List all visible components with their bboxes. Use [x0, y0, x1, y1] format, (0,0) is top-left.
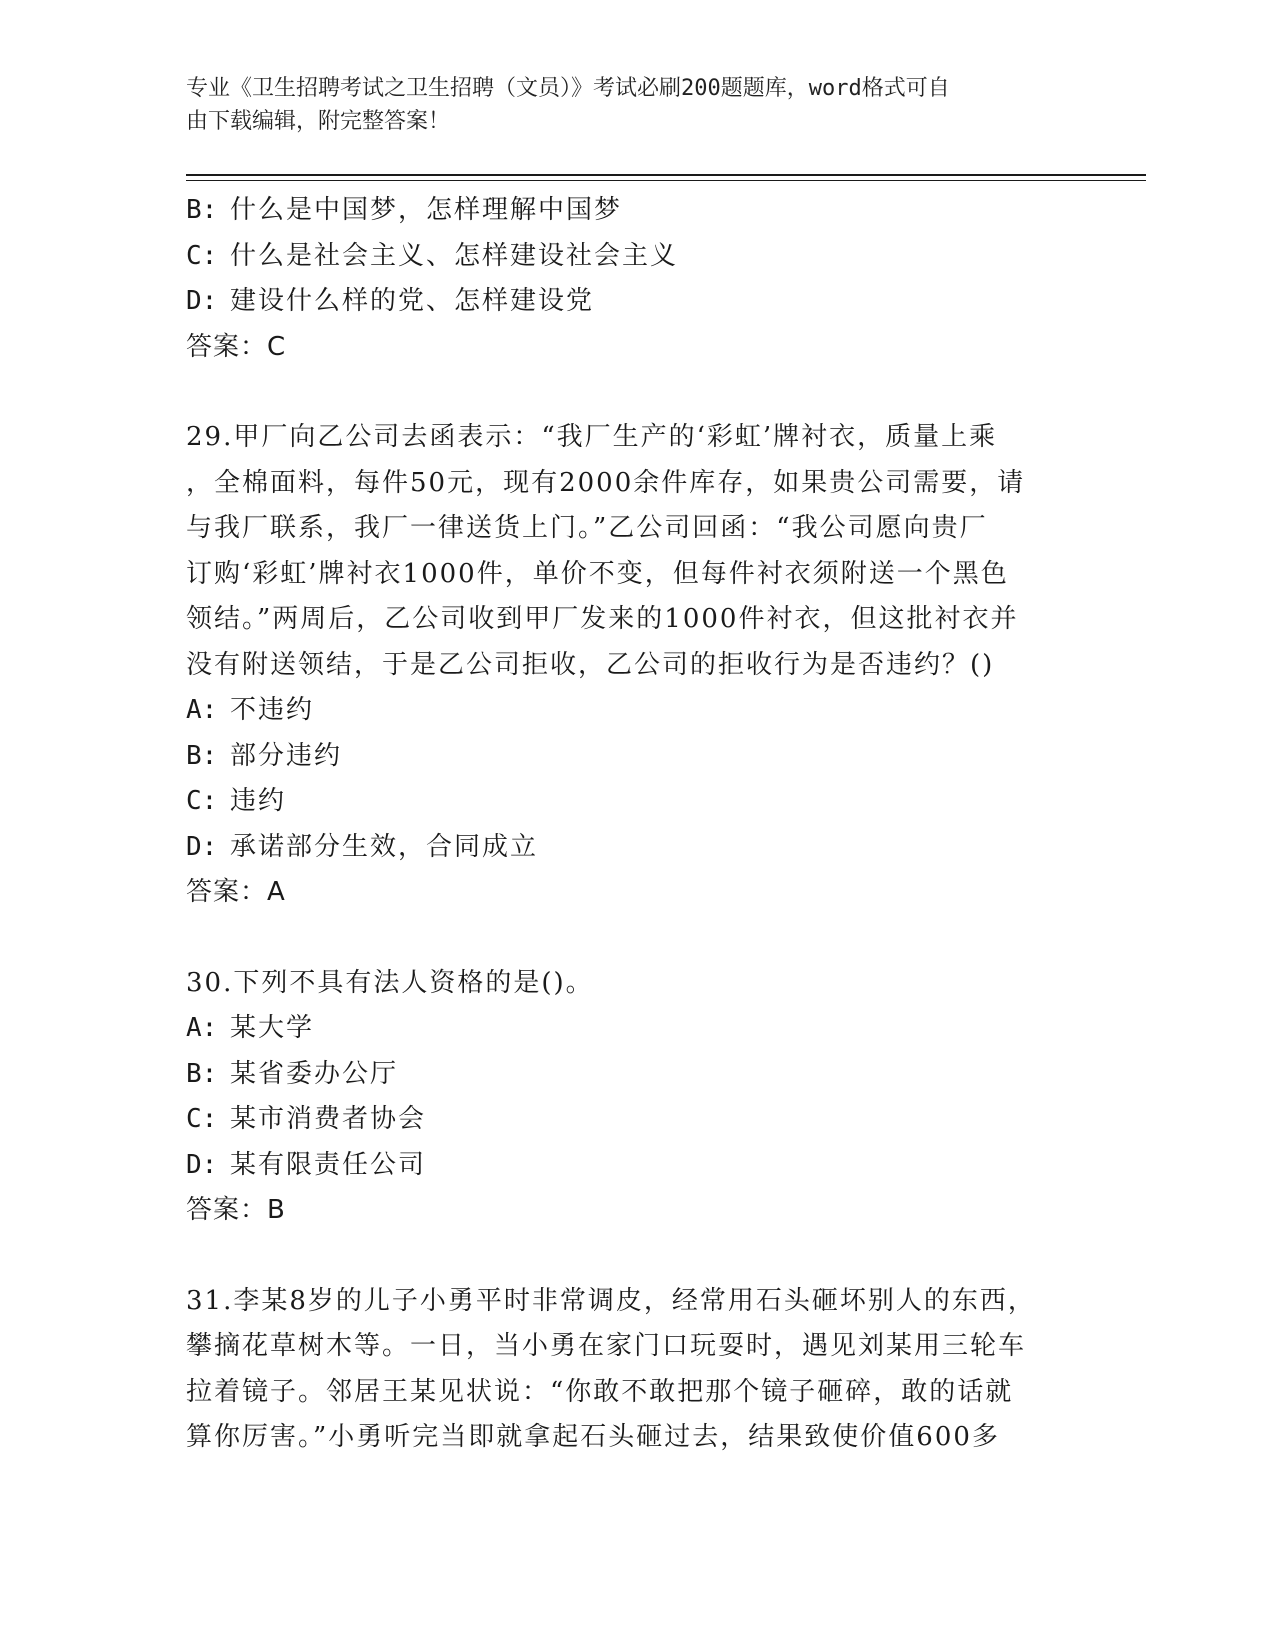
option-key: B: — [186, 740, 218, 771]
option-c — [186, 779, 1066, 825]
option-key: C: — [186, 1104, 218, 1134]
document-header — [186, 72, 1066, 138]
option-text: 承诺部分生效，合同成立 — [230, 831, 539, 862]
option-key: B: — [186, 1058, 218, 1089]
answer-line: 答案：A — [186, 877, 286, 907]
option-text: 某市消费者协会 — [230, 1104, 427, 1134]
option-c — [186, 1097, 1066, 1143]
option-text: 不违约 — [230, 695, 315, 725]
question-stem-line: 没有附送领结，于是乙公司拒收，乙公司的拒收行为是否违约？() — [186, 649, 995, 680]
spacer — [186, 370, 1066, 415]
option-key: D: — [186, 831, 218, 862]
option-d — [186, 279, 1066, 325]
document-body — [186, 188, 1066, 1461]
option-b — [186, 734, 1066, 780]
option-text: 某有限责任公司 — [230, 1149, 427, 1180]
spacer — [186, 1234, 1066, 1279]
header-line-2: 由下载编辑，附完整答案！ — [186, 109, 451, 134]
prev-question — [186, 188, 1066, 370]
question-31 — [186, 1279, 1066, 1461]
answer-line: 答案：C — [186, 331, 287, 362]
option-d — [186, 1143, 1066, 1189]
option-text: 建设什么样的党、怎样建设党 — [230, 286, 595, 316]
option-text: 部分违约 — [230, 740, 343, 771]
option-text: 某大学 — [230, 1013, 315, 1043]
question-stem-line: 算你厉害。”小勇听完当即就拿起石头砸过去，结果致使价值600多 — [186, 1422, 1000, 1452]
question-stem-line: 拉着镜子。邻居王某见状说：“你敢不敢把那个镜子砸碎，敢的话就 — [186, 1376, 1014, 1407]
option-a — [186, 1006, 1066, 1052]
header-rule-thin — [186, 180, 1146, 181]
option-d — [186, 825, 1066, 871]
option-text: 什么是社会主义、怎样建设社会主义 — [230, 240, 679, 271]
question-stem-line: 31.李某8岁的儿子小勇平时非常调皮，经常用石头砸坏别人的东西， — [186, 1285, 1036, 1316]
answer-line: 答案：B — [186, 1195, 286, 1225]
option-text: 违约 — [230, 786, 287, 816]
option-key: B: — [186, 195, 218, 225]
question-29 — [186, 415, 1066, 916]
option-key: D: — [186, 286, 218, 316]
option-text: 某省委办公厅 — [230, 1058, 399, 1089]
option-text: 什么是中国梦，怎样理解中国梦 — [230, 195, 623, 225]
question-stem-line: 领结。”两周后，乙公司收到甲厂发来的1000件衬衣，但这批衬衣并 — [186, 604, 1019, 634]
spacer — [186, 916, 1066, 961]
option-key: A: — [186, 1013, 218, 1043]
option-b — [186, 1052, 1066, 1098]
question-30 — [186, 961, 1066, 1234]
question-stem-line: 29.甲厂向乙公司去函表示：“我厂生产的‘彩虹’牌衬衣，质量上乘 — [186, 422, 998, 452]
option-a — [186, 688, 1066, 734]
option-key: A: — [186, 695, 218, 725]
question-stem-line: 30.下列不具有法人资格的是()。 — [186, 967, 594, 998]
option-b — [186, 188, 1066, 234]
option-c — [186, 234, 1066, 280]
option-key: C: — [186, 240, 218, 271]
option-key: D: — [186, 1149, 218, 1180]
question-stem-line: 订购‘彩虹’牌衬衣1000件，单价不变，但每件衬衣须附送一个黑色 — [186, 558, 1009, 589]
header-line-1: 专业《卫生招聘考试之卫生招聘（文员）》考试必刷200题题库，word格式可自 — [186, 76, 950, 101]
question-stem-line: 攀摘花草树木等。一日，当小勇在家门口玩耍时，遇见刘某用三轮车 — [186, 1331, 1027, 1361]
header-rule-thick — [186, 174, 1146, 176]
question-stem-line: ，全棉面料，每件50元，现有2000余件库存，如果贵公司需要，请 — [186, 467, 1026, 498]
option-key: C: — [186, 786, 218, 816]
question-stem-line: 与我厂联系，我厂一律送货上门。”乙公司回函：“我公司愿向贵厂 — [186, 513, 988, 543]
